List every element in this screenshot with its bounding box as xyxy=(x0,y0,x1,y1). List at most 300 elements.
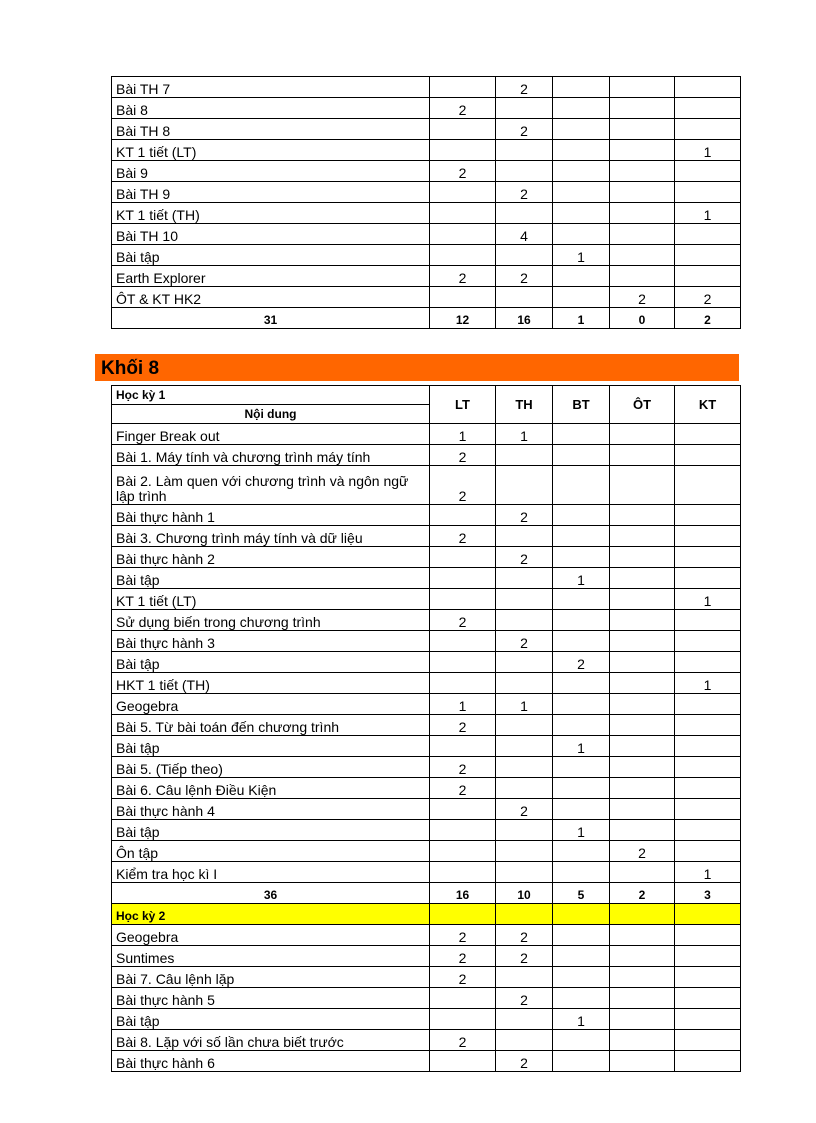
cell-ot xyxy=(610,631,675,652)
cell-name: Bài tập xyxy=(112,820,430,841)
cell-kt xyxy=(675,424,741,445)
cell-th xyxy=(496,778,553,799)
cell-ot xyxy=(610,694,675,715)
cell-lt xyxy=(430,862,496,883)
cell-ot xyxy=(610,245,675,266)
cell-th: 1 xyxy=(496,424,553,445)
total-th: 10 xyxy=(496,883,553,904)
cell-lt: 1 xyxy=(430,694,496,715)
cell-name: Bài TH 9 xyxy=(112,182,430,203)
cell-bt xyxy=(553,988,610,1009)
cell-ot xyxy=(610,715,675,736)
cell-kt xyxy=(675,224,741,245)
cell-bt xyxy=(553,925,610,946)
cell-name: ÔT & KT HK2 xyxy=(112,287,430,308)
table-row xyxy=(112,631,741,652)
cell-ot: 2 xyxy=(610,841,675,862)
cell-name: Geogebra xyxy=(112,694,430,715)
cell-name: Bài 8. Lặp với số lần chưa biết trước xyxy=(112,1030,430,1051)
cell-th: 2 xyxy=(496,799,553,820)
cell-bt xyxy=(553,287,610,308)
cell-lt xyxy=(430,224,496,245)
cell-kt xyxy=(675,736,741,757)
cell-kt xyxy=(675,988,741,1009)
cell-lt xyxy=(430,119,496,140)
cell-th xyxy=(496,287,553,308)
table-row xyxy=(112,224,741,245)
section-title: Khối 8 xyxy=(101,358,160,379)
cell-name: Suntimes xyxy=(112,946,430,967)
cell-name: Bài 3. Chương trình máy tính và dữ liệu xyxy=(112,526,430,547)
header-row xyxy=(112,386,741,405)
cell-th xyxy=(496,736,553,757)
cell-ot xyxy=(610,799,675,820)
cell-bt xyxy=(553,673,610,694)
semester2-empty-cell xyxy=(610,904,675,925)
cell-name: Bài thực hành 5 xyxy=(112,988,430,1009)
cell-kt xyxy=(675,266,741,287)
cell-lt xyxy=(430,140,496,161)
section-header-khoi8 xyxy=(95,354,739,381)
cell-kt xyxy=(675,1009,741,1030)
cell-name: HKT 1 tiết (TH) xyxy=(112,673,430,694)
cell-th xyxy=(496,140,553,161)
cell-kt xyxy=(675,568,741,589)
cell-name: Bài tập xyxy=(112,245,430,266)
table-row xyxy=(112,505,741,526)
cell-name: Bài TH 7 xyxy=(112,77,430,98)
cell-th xyxy=(496,862,553,883)
cell-kt xyxy=(675,161,741,182)
cell-th xyxy=(496,967,553,988)
cell-lt xyxy=(430,652,496,673)
table-row xyxy=(112,925,741,946)
cell-kt xyxy=(675,778,741,799)
khoi8-table xyxy=(111,385,741,1072)
cell-ot xyxy=(610,967,675,988)
cell-ot xyxy=(610,1051,675,1072)
cell-bt xyxy=(553,694,610,715)
cell-bt xyxy=(553,1030,610,1051)
cell-ot xyxy=(610,988,675,1009)
total-th: 16 xyxy=(496,308,553,329)
cell-lt: 2 xyxy=(430,757,496,778)
table-row xyxy=(112,568,741,589)
cell-ot xyxy=(610,98,675,119)
cell-lt xyxy=(430,988,496,1009)
cell-lt: 2 xyxy=(430,610,496,631)
table-row xyxy=(112,778,741,799)
cell-kt xyxy=(675,98,741,119)
semester1-totals-row xyxy=(112,883,741,904)
cell-ot xyxy=(610,925,675,946)
table-row xyxy=(112,799,741,820)
cell-kt xyxy=(675,841,741,862)
table-row xyxy=(112,988,741,1009)
cell-kt xyxy=(675,820,741,841)
table-row xyxy=(112,862,741,883)
cell-kt xyxy=(675,445,741,466)
cell-lt: 2 xyxy=(430,925,496,946)
table-row xyxy=(112,841,741,862)
cell-th: 2 xyxy=(496,631,553,652)
total-kt: 2 xyxy=(675,308,741,329)
cell-th: 2 xyxy=(496,946,553,967)
cell-name: Bài 1. Máy tính và chương trình máy tính xyxy=(112,445,430,466)
cell-bt: 1 xyxy=(553,245,610,266)
cell-bt xyxy=(553,119,610,140)
cell-ot xyxy=(610,182,675,203)
cell-name: Bài 7. Câu lệnh lặp xyxy=(112,967,430,988)
cell-lt: 2 xyxy=(430,526,496,547)
cell-th xyxy=(496,841,553,862)
cell-th: 2 xyxy=(496,925,553,946)
cell-ot xyxy=(610,119,675,140)
table-row xyxy=(112,161,741,182)
cell-lt: 1 xyxy=(430,424,496,445)
cell-bt xyxy=(553,946,610,967)
cell-ot xyxy=(610,445,675,466)
cell-ot xyxy=(610,266,675,287)
cell-bt: 1 xyxy=(553,820,610,841)
table-row xyxy=(112,967,741,988)
cell-th: 2 xyxy=(496,1051,553,1072)
cell-bt xyxy=(553,505,610,526)
table-row xyxy=(112,652,741,673)
cell-th: 2 xyxy=(496,988,553,1009)
cell-ot xyxy=(610,505,675,526)
cell-lt: 2 xyxy=(430,946,496,967)
cell-name: Bài TH 8 xyxy=(112,119,430,140)
cell-kt xyxy=(675,925,741,946)
cell-kt xyxy=(675,631,741,652)
cell-name: Sử dụng biến trong chương trình xyxy=(112,610,430,631)
col-header-th: TH xyxy=(496,386,553,424)
cell-kt xyxy=(675,1030,741,1051)
semester2-header-row xyxy=(112,904,741,925)
cell-kt xyxy=(675,757,741,778)
cell-name: Geogebra xyxy=(112,925,430,946)
table-row xyxy=(112,445,741,466)
cell-kt: 1 xyxy=(675,862,741,883)
cell-name: Bài thực hành 2 xyxy=(112,547,430,568)
semester1-label: Học kỳ 1 xyxy=(112,386,430,405)
cell-bt xyxy=(553,967,610,988)
cell-kt xyxy=(675,967,741,988)
cell-name: Bài 9 xyxy=(112,161,430,182)
semester2-empty-cell xyxy=(496,904,553,925)
cell-bt xyxy=(553,862,610,883)
totals-row xyxy=(112,308,741,329)
cell-name: Kiểm tra học kì I xyxy=(112,862,430,883)
cell-ot xyxy=(610,547,675,568)
cell-ot xyxy=(610,424,675,445)
cell-lt xyxy=(430,505,496,526)
table-row xyxy=(112,946,741,967)
cell-th: 2 xyxy=(496,547,553,568)
cell-lt xyxy=(430,631,496,652)
cell-name: KT 1 tiết (LT) xyxy=(112,140,430,161)
cell-kt xyxy=(675,694,741,715)
cell-th: 2 xyxy=(496,505,553,526)
cell-name: KT 1 tiết (TH) xyxy=(112,203,430,224)
cell-th: 1 xyxy=(496,694,553,715)
cell-bt xyxy=(553,161,610,182)
cell-ot xyxy=(610,736,675,757)
cell-kt: 2 xyxy=(675,287,741,308)
table-row xyxy=(112,1030,741,1051)
cell-name: Bài 8 xyxy=(112,98,430,119)
cell-th xyxy=(496,673,553,694)
cell-ot xyxy=(610,161,675,182)
table-row xyxy=(112,466,741,505)
semester2-empty-cell xyxy=(675,904,741,925)
cell-bt xyxy=(553,631,610,652)
total-bt: 1 xyxy=(553,308,610,329)
cell-kt: 1 xyxy=(675,673,741,694)
cell-th xyxy=(496,466,553,505)
cell-th xyxy=(496,652,553,673)
cell-name: Bài 5. (Tiếp theo) xyxy=(112,757,430,778)
cell-bt xyxy=(553,182,610,203)
cell-th: 2 xyxy=(496,119,553,140)
cell-th xyxy=(496,1009,553,1030)
cell-lt xyxy=(430,77,496,98)
cell-kt xyxy=(675,799,741,820)
cell-name: Bài tập xyxy=(112,1009,430,1030)
cell-bt xyxy=(553,224,610,245)
cell-bt xyxy=(553,445,610,466)
cell-th: 2 xyxy=(496,77,553,98)
total-name: 36 xyxy=(112,883,430,904)
cell-lt xyxy=(430,736,496,757)
cell-bt xyxy=(553,757,610,778)
cell-bt: 1 xyxy=(553,1009,610,1030)
cell-ot xyxy=(610,140,675,161)
cell-bt xyxy=(553,266,610,287)
cell-lt xyxy=(430,245,496,266)
cell-th xyxy=(496,589,553,610)
cell-kt xyxy=(675,547,741,568)
table-row xyxy=(112,182,741,203)
cell-ot xyxy=(610,466,675,505)
cell-ot xyxy=(610,673,675,694)
table-row xyxy=(112,203,741,224)
cell-name: Bài TH 10 xyxy=(112,224,430,245)
total-ot: 0 xyxy=(610,308,675,329)
table-row xyxy=(112,77,741,98)
cell-lt xyxy=(430,841,496,862)
cell-th: 2 xyxy=(496,182,553,203)
table-row xyxy=(112,1009,741,1030)
cell-kt xyxy=(675,652,741,673)
col-header-lt: LT xyxy=(430,386,496,424)
cell-lt xyxy=(430,799,496,820)
total-name: 31 xyxy=(112,308,430,329)
cell-kt xyxy=(675,715,741,736)
total-lt: 16 xyxy=(430,883,496,904)
cell-lt: 2 xyxy=(430,445,496,466)
cell-kt xyxy=(675,526,741,547)
table-row xyxy=(112,98,741,119)
cell-th xyxy=(496,445,553,466)
cell-lt: 2 xyxy=(430,266,496,287)
cell-kt xyxy=(675,119,741,140)
cell-name: Bài 2. Làm quen với chương trình và ngôn ngữ lập trình xyxy=(112,466,430,505)
semester2-label: Học kỳ 2 xyxy=(112,904,430,925)
cell-th xyxy=(496,610,553,631)
total-kt: 3 xyxy=(675,883,741,904)
table-row xyxy=(112,757,741,778)
table-row xyxy=(112,1051,741,1072)
cell-kt xyxy=(675,1051,741,1072)
cell-bt xyxy=(553,203,610,224)
cell-ot xyxy=(610,589,675,610)
cell-lt: 2 xyxy=(430,715,496,736)
cell-th xyxy=(496,203,553,224)
cell-name: Earth Explorer xyxy=(112,266,430,287)
cell-lt xyxy=(430,1051,496,1072)
cell-kt: 1 xyxy=(675,140,741,161)
cell-kt: 1 xyxy=(675,203,741,224)
cell-th xyxy=(496,820,553,841)
cell-bt: 1 xyxy=(553,568,610,589)
cell-name: Bài thực hành 4 xyxy=(112,799,430,820)
cell-bt xyxy=(553,466,610,505)
cell-name: Bài thực hành 1 xyxy=(112,505,430,526)
total-bt: 5 xyxy=(553,883,610,904)
cell-lt: 2 xyxy=(430,778,496,799)
cell-ot xyxy=(610,778,675,799)
cell-name: Bài thực hành 6 xyxy=(112,1051,430,1072)
cell-ot xyxy=(610,1009,675,1030)
cell-bt xyxy=(553,841,610,862)
cell-kt xyxy=(675,77,741,98)
cell-name: Bài thực hành 3 xyxy=(112,631,430,652)
col-header-ot: ÔT xyxy=(610,386,675,424)
cell-kt: 1 xyxy=(675,589,741,610)
cell-kt xyxy=(675,182,741,203)
content-label: Nội dung xyxy=(112,405,430,424)
khoi7-hk2-table xyxy=(111,76,741,329)
cell-ot xyxy=(610,820,675,841)
cell-ot xyxy=(610,77,675,98)
cell-bt xyxy=(553,547,610,568)
table-row xyxy=(112,673,741,694)
cell-bt: 2 xyxy=(553,652,610,673)
cell-kt xyxy=(675,505,741,526)
cell-bt xyxy=(553,715,610,736)
cell-kt xyxy=(675,245,741,266)
semester2-empty-cell xyxy=(430,904,496,925)
col-header-kt: KT xyxy=(675,386,741,424)
table-row xyxy=(112,526,741,547)
cell-ot xyxy=(610,526,675,547)
cell-name: Bài tập xyxy=(112,736,430,757)
table-row xyxy=(112,610,741,631)
cell-lt: 2 xyxy=(430,98,496,119)
cell-bt xyxy=(553,98,610,119)
table-row xyxy=(112,694,741,715)
cell-th xyxy=(496,161,553,182)
cell-lt: 2 xyxy=(430,1030,496,1051)
cell-th xyxy=(496,98,553,119)
cell-name: KT 1 tiết (LT) xyxy=(112,589,430,610)
cell-lt: 2 xyxy=(430,161,496,182)
cell-th xyxy=(496,757,553,778)
table-row xyxy=(112,547,741,568)
cell-name: Bài tập xyxy=(112,652,430,673)
table-row xyxy=(112,287,741,308)
table-row xyxy=(112,424,741,445)
cell-th xyxy=(496,1030,553,1051)
cell-lt xyxy=(430,547,496,568)
cell-th xyxy=(496,526,553,547)
total-ot: 2 xyxy=(610,883,675,904)
cell-bt xyxy=(553,140,610,161)
table-row xyxy=(112,119,741,140)
cell-lt xyxy=(430,287,496,308)
cell-th xyxy=(496,568,553,589)
cell-th: 4 xyxy=(496,224,553,245)
cell-name: Finger Break out xyxy=(112,424,430,445)
cell-bt: 1 xyxy=(553,736,610,757)
cell-ot xyxy=(610,652,675,673)
cell-bt xyxy=(553,526,610,547)
table-row xyxy=(112,589,741,610)
cell-th: 2 xyxy=(496,266,553,287)
cell-ot: 2 xyxy=(610,287,675,308)
cell-ot xyxy=(610,1030,675,1051)
cell-lt xyxy=(430,673,496,694)
cell-lt xyxy=(430,1009,496,1030)
total-lt: 12 xyxy=(430,308,496,329)
table-row xyxy=(112,736,741,757)
cell-kt xyxy=(675,466,741,505)
cell-lt: 2 xyxy=(430,967,496,988)
cell-lt xyxy=(430,568,496,589)
cell-ot xyxy=(610,946,675,967)
cell-name: Bài 5. Từ bài toán đến chương trình xyxy=(112,715,430,736)
cell-ot xyxy=(610,757,675,778)
table-row xyxy=(112,140,741,161)
cell-ot xyxy=(610,203,675,224)
table-row xyxy=(112,245,741,266)
cell-th xyxy=(496,245,553,266)
cell-bt xyxy=(553,77,610,98)
cell-lt xyxy=(430,203,496,224)
cell-kt xyxy=(675,946,741,967)
cell-lt: 2 xyxy=(430,466,496,505)
cell-bt xyxy=(553,424,610,445)
cell-name: Bài tập xyxy=(112,568,430,589)
cell-bt xyxy=(553,799,610,820)
col-header-bt: BT xyxy=(553,386,610,424)
cell-name: Bài 6. Câu lệnh Điều Kiện xyxy=(112,778,430,799)
cell-lt xyxy=(430,820,496,841)
table-row xyxy=(112,266,741,287)
table-row xyxy=(112,820,741,841)
cell-name: Ôn tập xyxy=(112,841,430,862)
cell-lt xyxy=(430,589,496,610)
cell-th xyxy=(496,715,553,736)
cell-ot xyxy=(610,610,675,631)
cell-bt xyxy=(553,778,610,799)
cell-bt xyxy=(553,1051,610,1072)
cell-ot xyxy=(610,224,675,245)
cell-lt xyxy=(430,182,496,203)
cell-bt xyxy=(553,589,610,610)
